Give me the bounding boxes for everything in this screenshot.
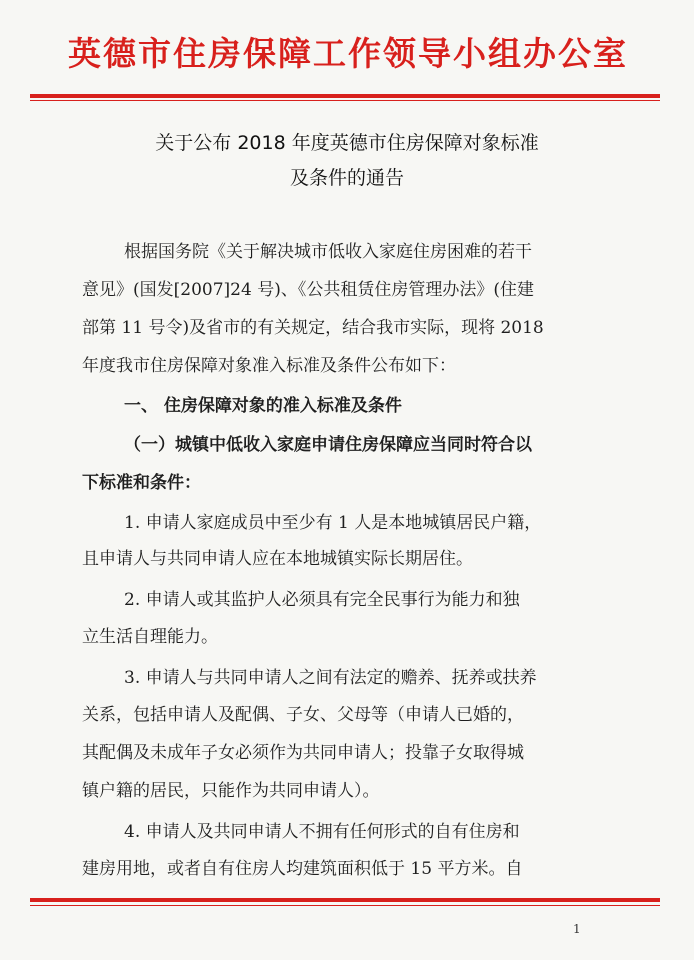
body-line: 部第 11 号令)及省市的有关规定，结合我市实际，现将 2018 [82, 318, 544, 338]
body-line: 其配偶及未成年子女必须作为共同申请人；投靠子女取得城 [82, 743, 524, 763]
red-rule-top-thin [30, 100, 660, 101]
body-line: 立生活自理能力。 [82, 627, 218, 647]
body-line: 年度我市住房保障对象准入标准及条件公布如下： [82, 356, 456, 376]
subsection-heading: （一）城镇中低收入家庭申请住房保障应当同时符合以 [124, 435, 532, 455]
body-line: 镇户籍的居民，只能作为共同申请人）。 [82, 781, 380, 801]
section-heading: 一、 住房保障对象的准入标准及条件 [124, 396, 402, 416]
body-line: 根据国务院《关于解决城市低收入家庭住房困难的若干 [124, 242, 532, 262]
body-line: 2. 申请人或其监护人必须具有完全民事行为能力和独 [124, 590, 520, 610]
body-line: 意见》(国发[2007]24 号)、《公共租赁住房管理办法》(住建 [82, 280, 534, 300]
body-line: 4. 申请人及共同申请人不拥有任何形式的自有住房和 [124, 822, 520, 842]
body-line: 且申请人与共同申请人应在本地城镇实际长期居住。 [82, 549, 473, 569]
page-number: 1 [573, 922, 581, 936]
body-line: 关系，包括申请人及配偶、子女、父母等（申请人已婚的， [82, 705, 524, 725]
red-rule-top-thick [30, 94, 660, 98]
body-line: 3. 申请人与共同申请人之间有法定的赡养、抚养或扶养 [124, 668, 537, 688]
subsection-heading: 下标准和条件： [82, 473, 201, 493]
red-rule-bottom-thin [30, 905, 660, 906]
document-title-line-1: 关于公布 2018 年度英德市住房保障对象标准 [155, 132, 539, 154]
body-line: 建房用地，或者自有住房人均建筑面积低于 15 平方米。自 [82, 859, 523, 879]
masthead-title: 英德市住房保障工作领导小组办公室 [68, 34, 628, 73]
document-title-line-2: 及条件的通告 [289, 167, 404, 189]
red-rule-bottom-thick [30, 898, 660, 902]
body-line: 1. 申请人家庭成员中至少有 1 人是本地城镇居民户籍， [124, 513, 542, 533]
